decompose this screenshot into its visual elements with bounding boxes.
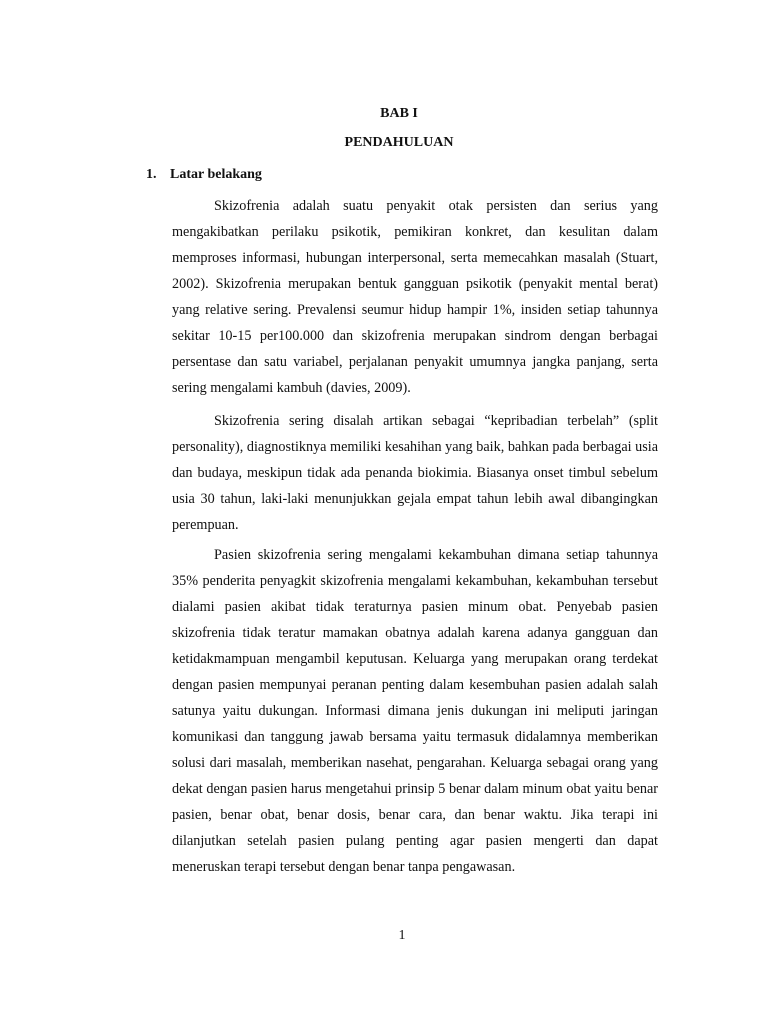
section-number: 1. (146, 167, 157, 182)
paragraph: Pasien skizofrenia sering mengalami kekambuhan dimana setiap tahunnya 35% penderita penyagkit skizofrenia mengalami kekambuhan, kekambuhan tersebut dialami pasien akibat tidak teraturnya pasien minum obat. Penyebab pasien skizofrenia tidak teratur mamakan obatnya adalah karena adanya gangguan dan ketidakmampuan mengambil keputusan. Keluarga yang merupakan orang terdekat dengan pasien mempunyai peranan penting dalam kesembuhan pasien adalah salah satunya yaitu dukungan. Informasi dimana jenis dukungan ini meliputi jaringan komunikasi dan tanggung jawab bersama yaitu termasuk didalamnya memberikan solusi dari masalah, memberikan nasehat, pengarahan. Keluarga sebagai orang yang dekat dengan pasien harus mengetahui prinsip 5 benar dalam minum obat yaitu benar pasien, benar obat, benar dosis, benar cara, dan benar waktu. Jika terapi ini dilanjutkan setelah pasien pulang penting agar pasien mengerti dan dapat meneruskan terapi tersebut dengan benar tanpa pengawasan. (172, 547, 658, 875)
paragraph: Skizofrenia adalah suatu penyakit otak persisten dan serius yang mengakibatkan perilaku psikotik, pemikiran konkret, dan kesulitan dalam memproses informasi, hubungan interpersonal, serta memecahkan masalah (Stuart, 2002). Skizofrenia merupakan bentuk gangguan psikotik (penyakit mental berat) yang relative sering. Prevalensi seumur hidup hampir 1%, insiden setiap tahunnya sekitar 10-15 per100.000 dan skizofrenia merupakan sindrom dengan berbagai persentase dan satu variabel, perjalanan penyakit umumnya jangka panjang, serta sering mengalami kambuh (davies, 2009). (172, 198, 658, 396)
section-heading (146, 167, 262, 183)
chapter-number: BAB I (380, 106, 418, 121)
chapter-title: PENDAHULUAN (344, 135, 454, 150)
page-number: 1 (398, 928, 406, 943)
paragraph: Skizofrenia sering disalah artikan sebagai “kepribadian terbelah” (split personality), diagnostiknya memiliki kesahihan yang baik, bahkan pada berbagai usia dan budaya, meskipun tidak ada penanda biokimia. Biasanya onset timbul sebelum usia 30 tahun, laki-laki menunjukkan gejala empat tahun lebih awal dibangingkan perempuan. (172, 413, 658, 533)
section-title: Latar belakang (170, 167, 262, 182)
